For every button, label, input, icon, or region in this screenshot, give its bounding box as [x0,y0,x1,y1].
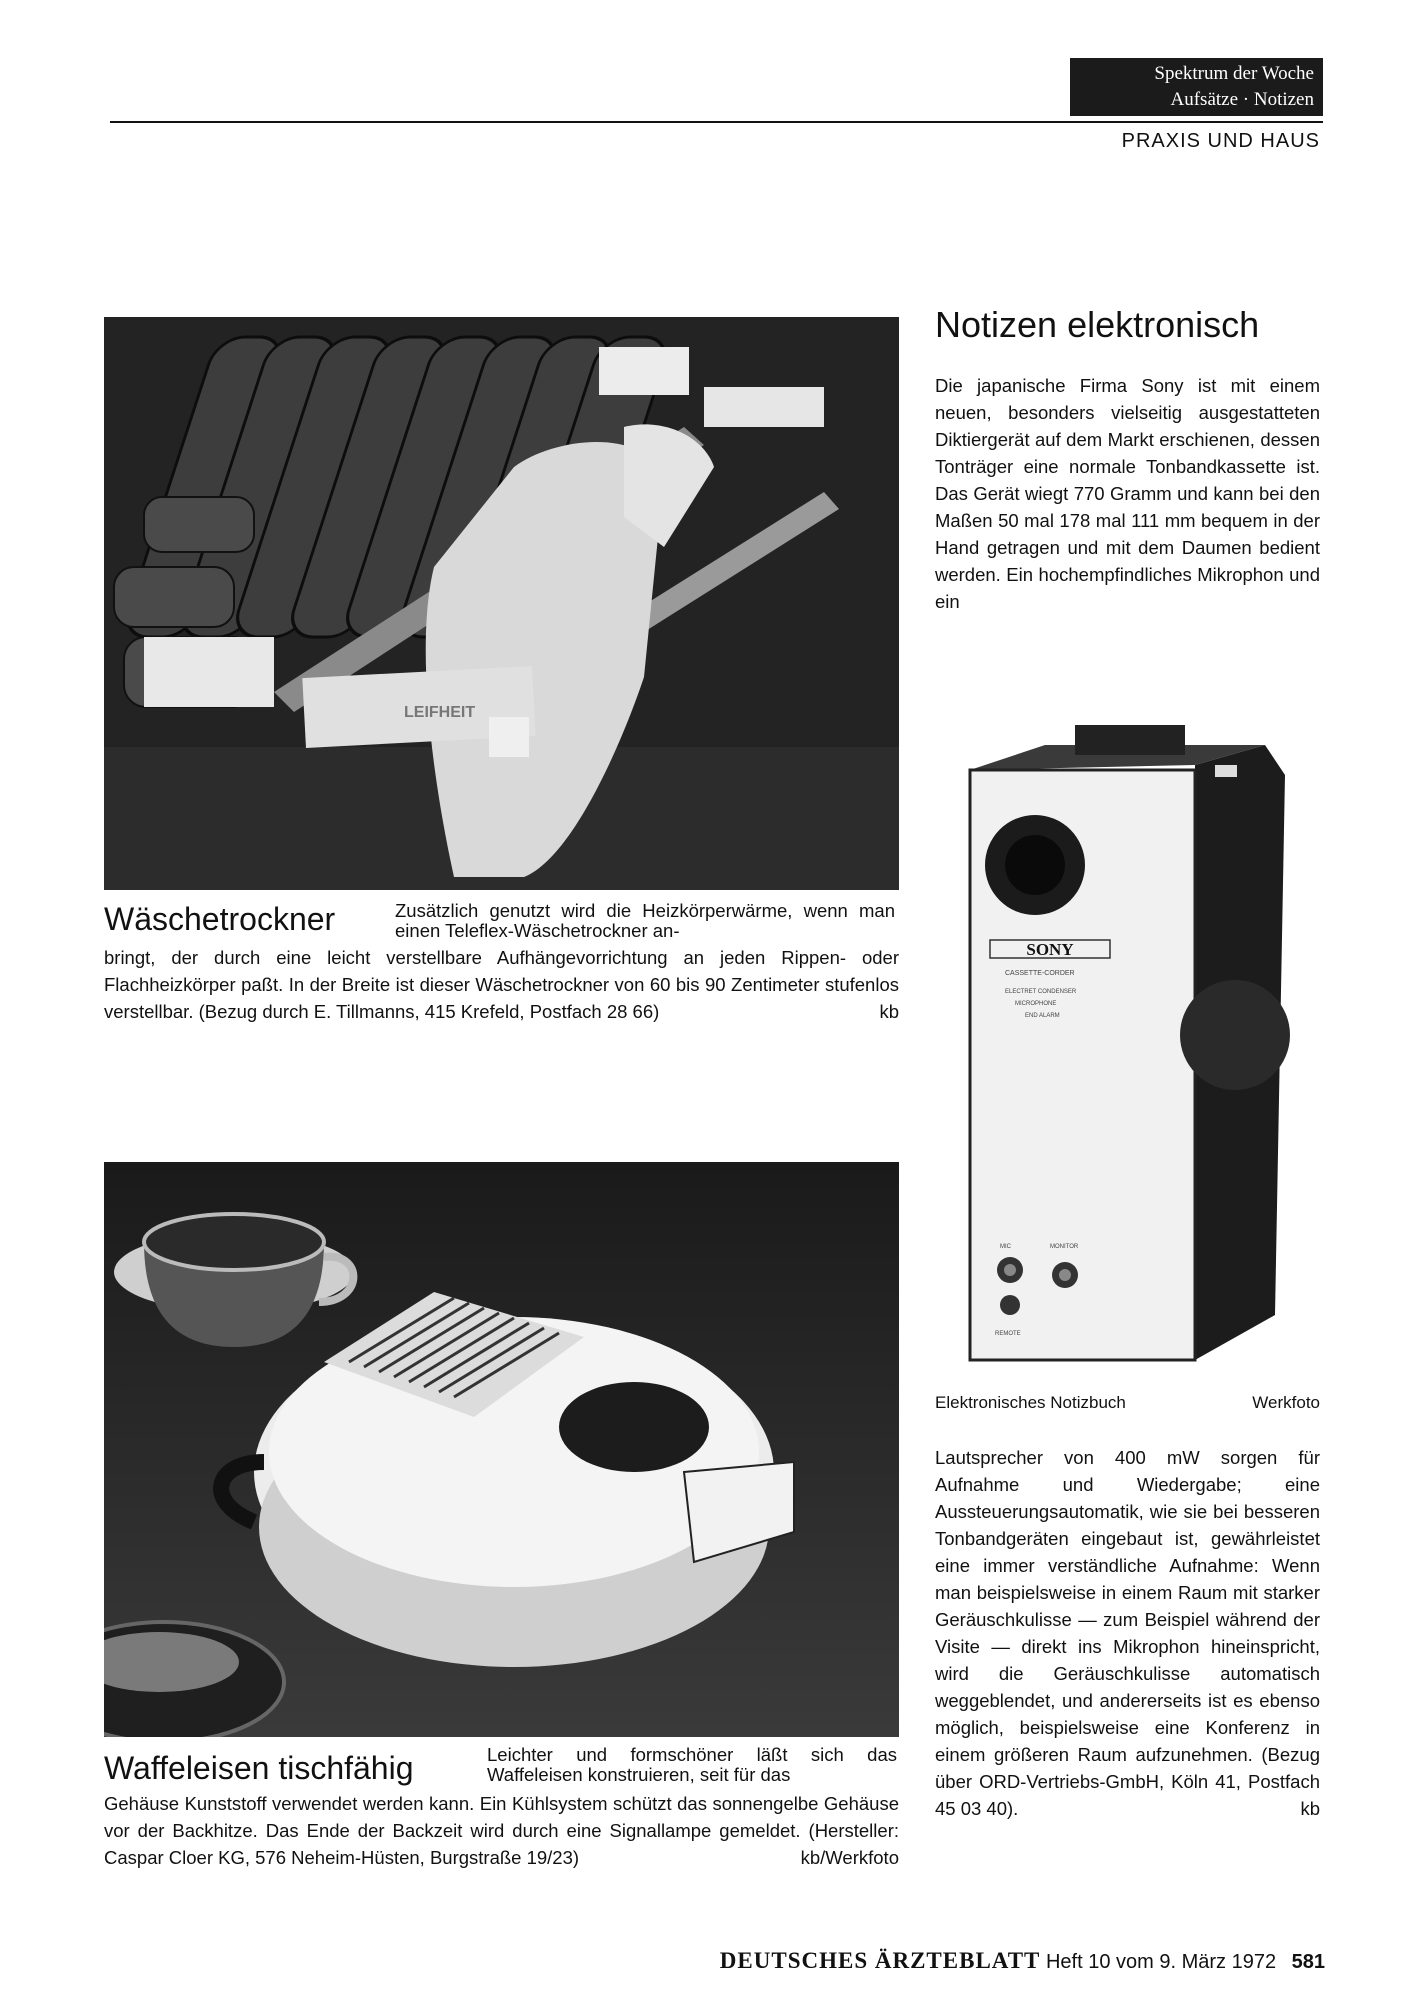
waeschetrockner-body [104,944,899,1025]
sony-recorder-photo [965,715,1310,1370]
sony-logo: SONY [1026,940,1074,959]
waeschetrockner-lead: Zusätzlich genutzt wird die Heizkörperwärme, wenn man einen Teleflex-Wäschetrockner an- [395,900,895,941]
header-divider [110,121,1323,123]
waffeleisen-body [104,1790,899,1871]
notizen-body-part1: Die japanische Firma Sony ist mit einem neuen, besonders vielseitig ausgestatteten Diktiergerät auf dem Markt erschienen, dessen Tonträger eine normale Tonbandkassette ist. Das Gerät wiegt 770 Gramm und kann bei den Maßen 50 mal 178 mal 111 mm bequem in der Hand getragen und mit dem Daumen bedient werden. Ein hochempfindliches Mikrophon und ein [935,375,1320,612]
section-label-line1: Spektrum der Woche [1154,63,1314,84]
section-label [1070,58,1323,116]
waeschetrockner-signature: kb [879,1001,899,1022]
waffeleisen-body-text: Gehäuse Kunststoff verwendet werden kann. Ein Kühlsystem schützt das sonnengelbe Gehäuse vor der Backhitze. Das Ende der Backzeit wird durch eine Signallampe gemeldet. (Hersteller: Caspar Cloer KG, 576 Neheim-Hüsten, Burgstraße 19/23) [104,1793,899,1868]
waffle-iron-photo [104,1162,899,1737]
sony-photo-caption [935,1393,1320,1413]
section-label-line2: Aufsätze · Notizen [1170,89,1314,110]
device-label-remote: REMOTE [995,1331,1021,1337]
headline-waeschetrockner: Wäschetrockner [104,901,336,937]
device-label-mic: MIC [1000,1244,1011,1250]
page-footer [595,1948,1325,1974]
notizen-signature: kb [1300,1798,1320,1819]
sony-caption-credit: Werkfoto [1252,1393,1320,1412]
notizen-body-part2-text: Lautsprecher von 400 mW sorgen für Aufnahme und Wiedergabe; eine Aussteuerungsautomatik, wie sie bei besseren Tonbandgeräten eingebaut ist, gewährleistet eine immer verständliche Aufnahme: Wenn man beispielsweise in einem Raum mit starker Geräuschkulisse — zum Beispiel während der Visite — direkt ins Mikrophon hineinspricht, wird die Geräuschkulisse automatisch weggeblendet, und andererseits ist es ebenso möglich, beispielsweise eine Konferenz in einem größeren Raum aufzunehmen. (Bezug über ORD-Vertriebs-GmbH, Köln 41, Postfach 45 03 40). [935,1447,1320,1819]
waeschetrockner-body-text: bringt, der durch eine leicht verstellbare Aufhängevorrichtung an jeden Rippen- oder Flachheizkörper paßt. In der Breite ist dieser Wäschetrockner von 60 bis 90 Zentimeter stufenlos verstellbar. (Bezug durch E. Tillmanns, 415 Krefeld, Postfach 28 66) [104,947,899,1022]
headline-notizen: Notizen elektronisch [935,304,1260,345]
waffeleisen-lead: Leichter und formschöner läßt sich das Waffeleisen konstruieren, seit für das [487,1744,897,1785]
headline-waffeleisen: Waffeleisen tischfähig [104,1750,414,1786]
sony-caption-text: Elektronisches Notizbuch [935,1393,1126,1412]
waffeleisen-signature: kb/Werkfoto [800,1847,899,1868]
device-feature-text3: END ALARM [1025,1013,1060,1019]
page-number: 581 [1291,1951,1325,1973]
device-feature-text2: MICROPHONE [1015,1001,1057,1007]
device-feature-text1: ELECTRET CONDENSER [1005,989,1077,995]
radiator-dryer-photo [104,317,899,890]
issue-info: Heft 10 vom 9. März 1972 [1045,1951,1277,1973]
notizen-body-part2 [935,1444,1320,1822]
device-model-text: CASSETTE-CORDER [1005,970,1075,977]
leifheit-label: LEIFHEIT [404,704,476,721]
journal-name: DEUTSCHES ÄRZTEBLATT [719,1948,1041,1973]
rubric: PRAXIS UND HAUS [1121,130,1320,152]
device-label-monitor: MONITOR [1050,1244,1079,1250]
